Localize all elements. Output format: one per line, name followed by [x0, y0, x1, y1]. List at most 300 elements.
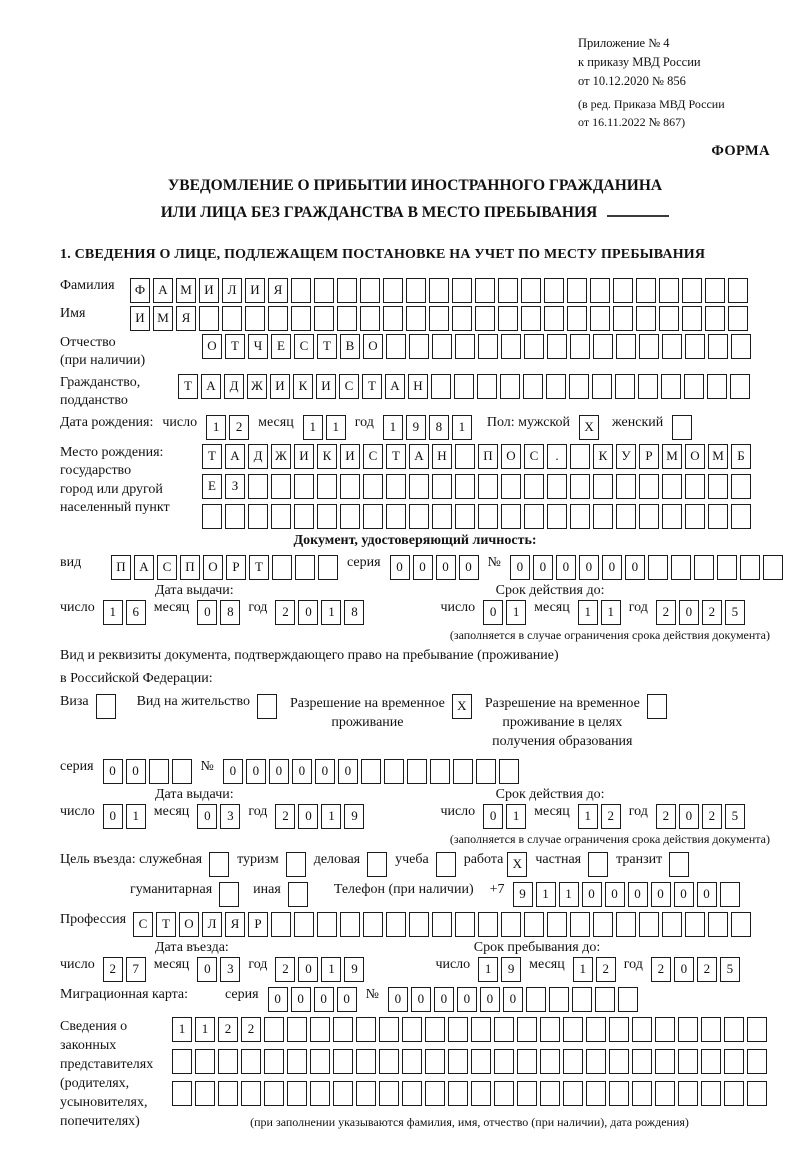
form-cell[interactable]: 0	[314, 987, 334, 1012]
form-cell[interactable]: Р	[226, 555, 246, 580]
form-cell[interactable]	[318, 555, 338, 580]
form-cell[interactable]	[432, 504, 452, 529]
form-cell[interactable]	[431, 374, 451, 399]
form-cell[interactable]: Е	[202, 474, 222, 499]
form-cell[interactable]	[287, 1081, 307, 1106]
form-cell[interactable]	[448, 1017, 468, 1042]
form-cell[interactable]: У	[616, 444, 636, 469]
form-cell[interactable]	[448, 1081, 468, 1106]
form-cell[interactable]	[291, 306, 311, 331]
form-cell[interactable]: 0	[533, 555, 553, 580]
form-cell[interactable]	[402, 1081, 422, 1106]
form-cell[interactable]: 1	[326, 415, 346, 440]
form-cell[interactable]	[678, 1081, 698, 1106]
form-cell[interactable]	[314, 278, 334, 303]
form-cell[interactable]	[616, 504, 636, 529]
form-cell[interactable]: 0	[480, 987, 500, 1012]
form-cell[interactable]: 0	[197, 957, 217, 982]
form-cell[interactable]	[432, 334, 452, 359]
form-cell[interactable]: М	[153, 306, 173, 331]
doc-kind-cells[interactable]	[111, 555, 338, 580]
form-cell[interactable]	[245, 306, 265, 331]
form-cell[interactable]: С	[524, 444, 544, 469]
form-cell[interactable]	[609, 1049, 629, 1074]
form-cell[interactable]	[572, 987, 592, 1012]
form-cell[interactable]: Т	[249, 555, 269, 580]
form-cell[interactable]	[685, 334, 705, 359]
form-cell[interactable]	[639, 474, 659, 499]
form-cell[interactable]: П	[478, 444, 498, 469]
form-cell[interactable]	[407, 759, 427, 784]
form-cell[interactable]	[524, 504, 544, 529]
form-cell[interactable]: Н	[432, 444, 452, 469]
form-cell[interactable]: 1	[452, 415, 472, 440]
form-cell[interactable]	[294, 474, 314, 499]
form-cell[interactable]	[570, 444, 590, 469]
form-cell[interactable]	[717, 555, 737, 580]
form-cell[interactable]	[563, 1017, 583, 1042]
form-cell[interactable]	[632, 1049, 652, 1074]
form-cell[interactable]: X	[452, 694, 472, 719]
form-cell[interactable]: 0	[510, 555, 530, 580]
permit-valid-year-cells[interactable]	[656, 804, 745, 829]
form-cell[interactable]	[521, 278, 541, 303]
form-cell[interactable]: 5	[725, 804, 745, 829]
form-cell[interactable]: 0	[388, 987, 408, 1012]
form-cell[interactable]	[521, 306, 541, 331]
form-cell[interactable]: 2	[241, 1017, 261, 1042]
form-cell[interactable]: 2	[218, 1017, 238, 1042]
form-cell[interactable]: 0	[556, 555, 576, 580]
form-cell[interactable]	[96, 694, 116, 719]
form-cell[interactable]: X	[507, 852, 527, 877]
purpose-private-checkbox[interactable]	[588, 852, 608, 877]
doc-number-cells[interactable]	[510, 555, 783, 580]
form-cell[interactable]	[728, 306, 748, 331]
purpose-business-checkbox[interactable]	[367, 852, 387, 877]
form-cell[interactable]: 0	[338, 759, 358, 784]
form-cell[interactable]: 1	[321, 804, 341, 829]
form-cell[interactable]	[386, 474, 406, 499]
temp-residence-checkbox[interactable]	[452, 694, 472, 719]
form-cell[interactable]: 1	[506, 804, 526, 829]
form-cell[interactable]	[540, 1081, 560, 1106]
form-cell[interactable]: 3	[220, 804, 240, 829]
form-cell[interactable]	[264, 1081, 284, 1106]
form-cell[interactable]	[310, 1017, 330, 1042]
purpose-humanitarian-checkbox[interactable]	[219, 882, 239, 907]
form-cell[interactable]	[340, 504, 360, 529]
form-cell[interactable]	[523, 374, 543, 399]
form-cell[interactable]	[708, 334, 728, 359]
form-cell[interactable]	[356, 1081, 376, 1106]
form-cell[interactable]	[638, 374, 658, 399]
form-cell[interactable]: 2	[275, 804, 295, 829]
form-cell[interactable]: 0	[103, 804, 123, 829]
form-cell[interactable]: 0	[582, 882, 602, 907]
form-cell[interactable]	[763, 555, 783, 580]
form-cell[interactable]	[590, 278, 610, 303]
form-cell[interactable]	[402, 1017, 422, 1042]
form-cell[interactable]: И	[316, 374, 336, 399]
form-cell[interactable]	[636, 278, 656, 303]
form-cell[interactable]	[222, 306, 242, 331]
migration-number-cells[interactable]	[388, 987, 638, 1012]
form-cell[interactable]	[430, 759, 450, 784]
form-cell[interactable]	[567, 306, 587, 331]
form-cell[interactable]: 9	[406, 415, 426, 440]
form-cell[interactable]	[340, 912, 360, 937]
form-cell[interactable]	[546, 374, 566, 399]
form-cell[interactable]	[647, 694, 667, 719]
form-cell[interactable]	[478, 912, 498, 937]
form-cell[interactable]	[425, 1017, 445, 1042]
form-cell[interactable]: О	[685, 444, 705, 469]
form-cell[interactable]	[471, 1017, 491, 1042]
doc-valid-month-cells[interactable]	[578, 600, 621, 625]
phone-cells[interactable]	[513, 882, 740, 907]
form-cell[interactable]: И	[270, 374, 290, 399]
form-cell[interactable]	[499, 759, 519, 784]
form-cell[interactable]	[731, 474, 751, 499]
form-cell[interactable]	[705, 306, 725, 331]
purpose-other-checkbox[interactable]	[288, 882, 308, 907]
form-cell[interactable]	[471, 1049, 491, 1074]
form-cell[interactable]: 0	[291, 987, 311, 1012]
form-cell[interactable]: С	[294, 334, 314, 359]
form-cell[interactable]	[453, 759, 473, 784]
form-cell[interactable]	[455, 474, 475, 499]
form-cell[interactable]	[455, 504, 475, 529]
form-cell[interactable]	[662, 334, 682, 359]
form-cell[interactable]	[524, 334, 544, 359]
form-cell[interactable]: А	[409, 444, 429, 469]
form-cell[interactable]: 9	[344, 804, 364, 829]
name-cells[interactable]	[130, 306, 748, 331]
form-cell[interactable]	[544, 278, 564, 303]
permit-valid-month-cells[interactable]	[578, 804, 621, 829]
form-cell[interactable]	[570, 334, 590, 359]
form-cell[interactable]: М	[708, 444, 728, 469]
form-cell[interactable]: Т	[362, 374, 382, 399]
form-cell[interactable]: .	[547, 444, 567, 469]
form-cell[interactable]	[455, 444, 475, 469]
form-cell[interactable]	[661, 374, 681, 399]
form-cell[interactable]	[498, 278, 518, 303]
form-cell[interactable]: 5	[725, 600, 745, 625]
form-cell[interactable]: К	[317, 444, 337, 469]
form-cell[interactable]	[383, 306, 403, 331]
form-cell[interactable]	[659, 306, 679, 331]
form-cell[interactable]	[547, 912, 567, 937]
form-cell[interactable]: С	[339, 374, 359, 399]
form-cell[interactable]	[662, 912, 682, 937]
form-cell[interactable]	[386, 334, 406, 359]
form-cell[interactable]	[356, 1017, 376, 1042]
form-cell[interactable]: И	[130, 306, 150, 331]
form-cell[interactable]: 0	[579, 555, 599, 580]
form-cell[interactable]: Ж	[271, 444, 291, 469]
form-cell[interactable]	[672, 415, 692, 440]
form-cell[interactable]	[590, 306, 610, 331]
form-cell[interactable]	[294, 504, 314, 529]
form-cell[interactable]	[669, 852, 689, 877]
form-cell[interactable]	[172, 1081, 192, 1106]
form-cell[interactable]	[248, 474, 268, 499]
form-cell[interactable]: Ф	[130, 278, 150, 303]
form-cell[interactable]: Р	[639, 444, 659, 469]
form-cell[interactable]	[682, 278, 702, 303]
form-cell[interactable]	[172, 759, 192, 784]
form-cell[interactable]	[477, 374, 497, 399]
form-cell[interactable]: Е	[271, 334, 291, 359]
form-cell[interactable]	[659, 278, 679, 303]
form-cell[interactable]	[655, 1049, 675, 1074]
form-cell[interactable]	[747, 1049, 767, 1074]
form-cell[interactable]	[524, 474, 544, 499]
form-cell[interactable]	[570, 474, 590, 499]
form-cell[interactable]	[429, 306, 449, 331]
form-cell[interactable]: 0	[298, 957, 318, 982]
form-cell[interactable]	[241, 1081, 261, 1106]
form-cell[interactable]: 1	[478, 957, 498, 982]
form-cell[interactable]	[314, 306, 334, 331]
form-cell[interactable]	[409, 504, 429, 529]
form-cell[interactable]	[379, 1049, 399, 1074]
form-cell[interactable]: Т	[202, 444, 222, 469]
form-cell[interactable]	[595, 987, 615, 1012]
form-cell[interactable]	[724, 1017, 744, 1042]
form-cell[interactable]: Л	[222, 278, 242, 303]
form-cell[interactable]	[383, 278, 403, 303]
residence-permit-checkbox[interactable]	[257, 694, 277, 719]
form-cell[interactable]	[708, 912, 728, 937]
stay-day-cells[interactable]	[478, 957, 521, 982]
form-cell[interactable]: 1	[601, 600, 621, 625]
form-cell[interactable]: И	[340, 444, 360, 469]
entry-year-cells[interactable]	[275, 957, 364, 982]
form-cell[interactable]	[540, 1049, 560, 1074]
form-cell[interactable]: 1	[559, 882, 579, 907]
form-cell[interactable]: О	[363, 334, 383, 359]
form-cell[interactable]	[363, 912, 383, 937]
form-cell[interactable]	[708, 504, 728, 529]
form-cell[interactable]: Т	[386, 444, 406, 469]
form-cell[interactable]: 0	[298, 804, 318, 829]
form-cell[interactable]	[544, 306, 564, 331]
form-cell[interactable]	[694, 555, 714, 580]
form-cell[interactable]	[563, 1081, 583, 1106]
form-cell[interactable]	[361, 759, 381, 784]
form-cell[interactable]	[740, 555, 760, 580]
form-cell[interactable]	[436, 852, 456, 877]
form-cell[interactable]	[570, 504, 590, 529]
form-cell[interactable]	[333, 1017, 353, 1042]
form-cell[interactable]: 1	[206, 415, 226, 440]
form-cell[interactable]	[720, 882, 740, 907]
form-cell[interactable]	[337, 306, 357, 331]
form-cell[interactable]	[310, 1049, 330, 1074]
doc-issue-month-cells[interactable]	[197, 600, 240, 625]
form-cell[interactable]: 1	[536, 882, 556, 907]
birthplace-row1-cells[interactable]	[202, 444, 751, 469]
form-cell[interactable]	[731, 912, 751, 937]
form-cell[interactable]: А	[134, 555, 154, 580]
form-cell[interactable]	[613, 278, 633, 303]
permit-issue-year-cells[interactable]	[275, 804, 364, 829]
form-cell[interactable]	[678, 1049, 698, 1074]
form-cell[interactable]	[636, 306, 656, 331]
form-cell[interactable]: 6	[126, 600, 146, 625]
form-cell[interactable]	[172, 1049, 192, 1074]
form-cell[interactable]	[616, 912, 636, 937]
doc-valid-year-cells[interactable]	[656, 600, 745, 625]
form-cell[interactable]	[241, 1049, 261, 1074]
form-cell[interactable]	[218, 1081, 238, 1106]
form-cell[interactable]	[219, 882, 239, 907]
form-cell[interactable]	[498, 306, 518, 331]
visa-checkbox[interactable]	[96, 694, 116, 719]
form-cell[interactable]	[271, 504, 291, 529]
form-cell[interactable]	[501, 474, 521, 499]
form-cell[interactable]	[409, 912, 429, 937]
form-cell[interactable]	[225, 504, 245, 529]
form-cell[interactable]: 1	[573, 957, 593, 982]
form-cell[interactable]: 0	[459, 555, 479, 580]
form-cell[interactable]	[724, 1081, 744, 1106]
form-cell[interactable]: 2	[275, 600, 295, 625]
form-cell[interactable]	[264, 1017, 284, 1042]
form-cell[interactable]	[478, 504, 498, 529]
form-cell[interactable]	[747, 1017, 767, 1042]
form-cell[interactable]: 0	[223, 759, 243, 784]
form-cell[interactable]: К	[293, 374, 313, 399]
form-cell[interactable]	[379, 1017, 399, 1042]
form-cell[interactable]: 0	[674, 882, 694, 907]
form-cell[interactable]	[425, 1049, 445, 1074]
form-cell[interactable]	[648, 555, 668, 580]
form-cell[interactable]	[432, 474, 452, 499]
form-cell[interactable]: 0	[298, 600, 318, 625]
form-cell[interactable]	[195, 1081, 215, 1106]
form-cell[interactable]	[494, 1081, 514, 1106]
form-cell[interactable]	[708, 474, 728, 499]
form-cell[interactable]	[500, 374, 520, 399]
purpose-study-checkbox[interactable]	[436, 852, 456, 877]
form-cell[interactable]	[517, 1081, 537, 1106]
form-cell[interactable]: 1	[195, 1017, 215, 1042]
form-cell[interactable]: 0	[457, 987, 477, 1012]
form-cell[interactable]	[429, 278, 449, 303]
form-cell[interactable]: 2	[656, 600, 676, 625]
form-cell[interactable]	[586, 1017, 606, 1042]
permit-number-cells[interactable]	[223, 759, 519, 784]
form-cell[interactable]	[707, 374, 727, 399]
form-cell[interactable]: 0	[651, 882, 671, 907]
purpose-work-checkbox[interactable]	[507, 852, 527, 877]
form-cell[interactable]	[501, 504, 521, 529]
form-cell[interactable]	[310, 1081, 330, 1106]
form-cell[interactable]	[724, 1049, 744, 1074]
form-cell[interactable]	[567, 278, 587, 303]
form-cell[interactable]	[195, 1049, 215, 1074]
form-cell[interactable]: 0	[269, 759, 289, 784]
doc-issue-year-cells[interactable]	[275, 600, 364, 625]
entry-month-cells[interactable]	[197, 957, 240, 982]
purpose-tourism-checkbox[interactable]	[286, 852, 306, 877]
form-cell[interactable]: 0	[126, 759, 146, 784]
form-cell[interactable]: Б	[731, 444, 751, 469]
form-cell[interactable]	[448, 1049, 468, 1074]
form-cell[interactable]	[547, 334, 567, 359]
form-cell[interactable]	[517, 1049, 537, 1074]
form-cell[interactable]: 0	[103, 759, 123, 784]
form-cell[interactable]	[268, 306, 288, 331]
form-cell[interactable]	[618, 987, 638, 1012]
form-cell[interactable]: П	[111, 555, 131, 580]
form-cell[interactable]	[593, 912, 613, 937]
form-cell[interactable]: Т	[317, 334, 337, 359]
form-cell[interactable]	[655, 1081, 675, 1106]
form-cell[interactable]	[218, 1049, 238, 1074]
form-cell[interactable]: 0	[483, 804, 503, 829]
form-cell[interactable]	[609, 1081, 629, 1106]
form-cell[interactable]	[632, 1081, 652, 1106]
entry-day-cells[interactable]	[103, 957, 146, 982]
form-cell[interactable]	[287, 1049, 307, 1074]
form-cell[interactable]: 0	[197, 804, 217, 829]
form-cell[interactable]	[616, 474, 636, 499]
form-cell[interactable]: 2	[697, 957, 717, 982]
form-cell[interactable]	[455, 334, 475, 359]
form-cell[interactable]	[317, 474, 337, 499]
form-cell[interactable]	[452, 278, 472, 303]
form-cell[interactable]: 0	[503, 987, 523, 1012]
form-cell[interactable]	[592, 374, 612, 399]
form-cell[interactable]	[271, 912, 291, 937]
form-cell[interactable]: 1	[383, 415, 403, 440]
form-cell[interactable]: 0	[197, 600, 217, 625]
citizenship-cells[interactable]	[178, 374, 750, 399]
form-cell[interactable]	[547, 504, 567, 529]
form-cell[interactable]	[731, 504, 751, 529]
form-cell[interactable]	[317, 504, 337, 529]
form-cell[interactable]	[728, 278, 748, 303]
form-cell[interactable]	[685, 474, 705, 499]
form-cell[interactable]: 0	[413, 555, 433, 580]
form-cell[interactable]: Т	[178, 374, 198, 399]
form-cell[interactable]	[475, 306, 495, 331]
form-cell[interactable]: Т	[225, 334, 245, 359]
form-cell[interactable]: Я	[225, 912, 245, 937]
form-cell[interactable]: А	[225, 444, 245, 469]
sex-male-checkbox[interactable]	[579, 415, 599, 440]
form-cell[interactable]	[615, 374, 635, 399]
form-cell[interactable]	[662, 474, 682, 499]
form-cell[interactable]	[494, 1017, 514, 1042]
permit-issue-month-cells[interactable]	[197, 804, 240, 829]
form-cell[interactable]: 0	[625, 555, 645, 580]
form-cell[interactable]: А	[201, 374, 221, 399]
form-cell[interactable]	[386, 912, 406, 937]
form-cell[interactable]: 9	[344, 957, 364, 982]
form-cell[interactable]	[586, 1049, 606, 1074]
form-cell[interactable]: 1	[506, 600, 526, 625]
form-cell[interactable]: З	[225, 474, 245, 499]
form-cell[interactable]: 1	[578, 600, 598, 625]
form-cell[interactable]	[494, 1049, 514, 1074]
form-cell[interactable]	[547, 474, 567, 499]
